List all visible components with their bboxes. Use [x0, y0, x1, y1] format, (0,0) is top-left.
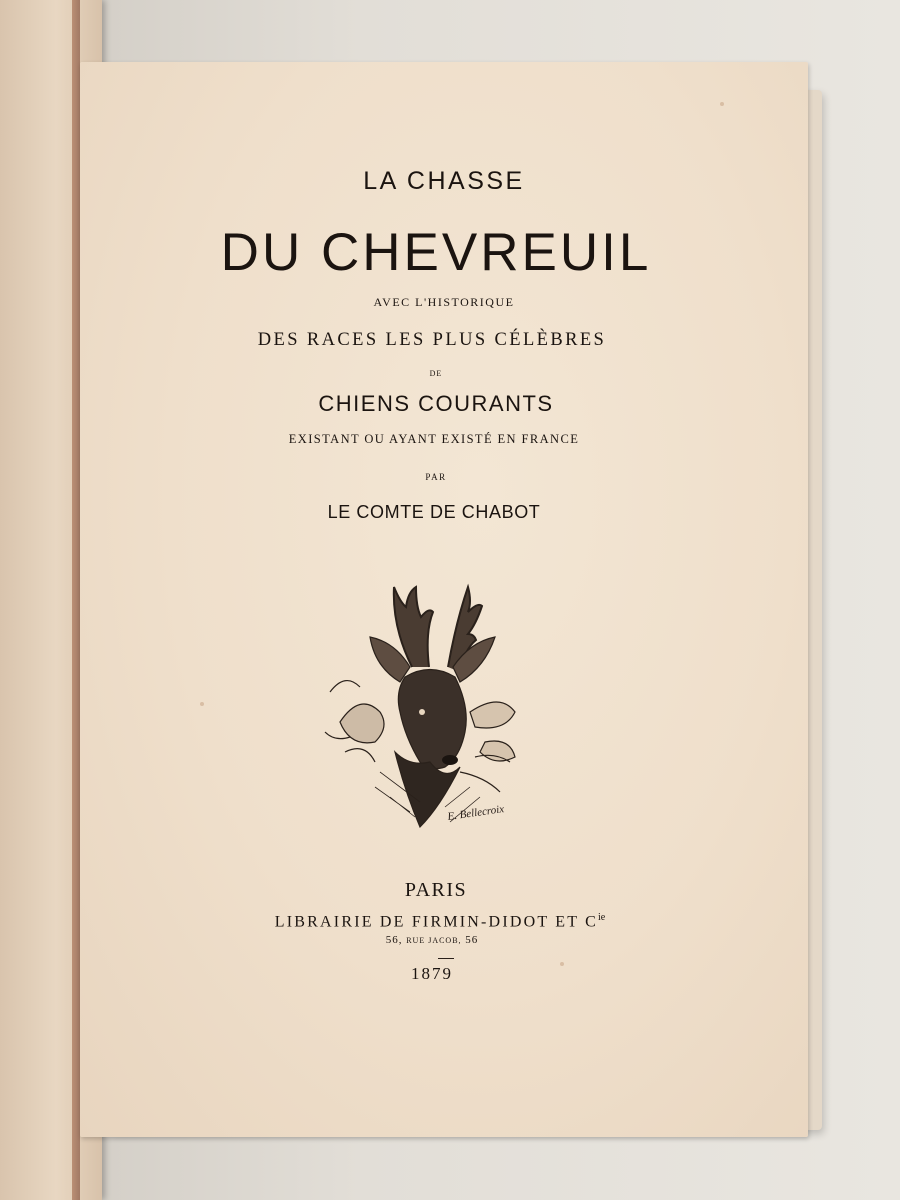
imprint-rule: [438, 958, 454, 959]
imprint-publisher: [76, 912, 804, 931]
address-street: RUE JACOB,: [406, 936, 462, 945]
imprint-address: [68, 934, 796, 946]
subtitle-line-2: DES RACES LES PLUS CÉLÈBRES: [257, 330, 607, 350]
subtitle-line-3: CHIENS COURANTS: [318, 391, 554, 416]
publisher-abbrev: ie: [597, 912, 606, 923]
address-number: 56,: [385, 934, 403, 946]
imprint-city: PARIS: [404, 879, 468, 901]
deer-head-engraving: [320, 572, 540, 832]
cover-leather-edge: [72, 0, 80, 1200]
engraver-signature: E. Bellecroix: [446, 803, 505, 823]
main-title: DU CHEVREUIL: [220, 223, 652, 282]
publisher-name: LIBRAIRIE DE FIRMIN-DIDOT ET C: [274, 913, 598, 931]
subtitle-connector: DE: [429, 369, 443, 378]
by-line: PAR: [425, 472, 447, 482]
subtitle-line-1: AVEC L'HISTORIQUE: [373, 295, 515, 309]
author-name: LE COMTE DE CHABOT: [327, 502, 541, 522]
title-line-1: LA CHASSE: [363, 167, 525, 195]
title-page: [80, 62, 808, 1137]
foxing-spot: [200, 702, 204, 706]
imprint-year: 1879: [411, 964, 453, 983]
foxing-spot: [720, 102, 724, 106]
subtitle-line-4: EXISTANT OU AYANT EXISTÉ EN FRANCE: [288, 432, 580, 446]
address-number-2: 56: [465, 934, 479, 946]
